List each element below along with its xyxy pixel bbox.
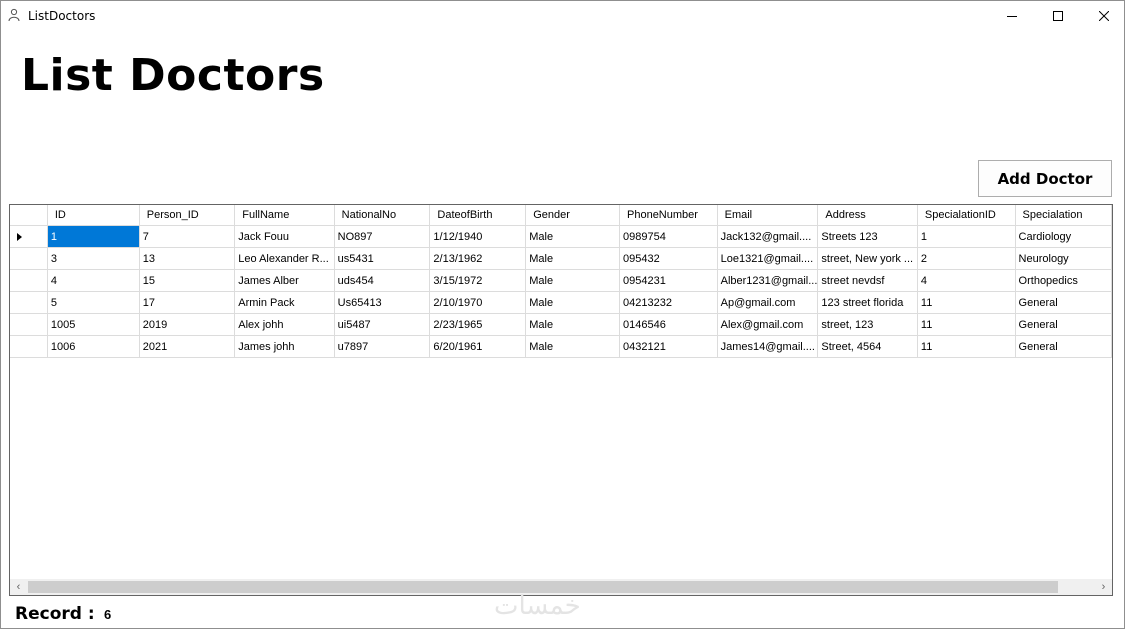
column-header-address[interactable]: Address (818, 205, 918, 226)
cell[interactable]: Male (526, 248, 620, 270)
cell[interactable]: 3/15/1972 (430, 270, 526, 292)
cell[interactable]: Street, 4564 (818, 336, 918, 358)
cell[interactable]: 0989754 (620, 226, 718, 248)
app-icon (7, 8, 21, 22)
cell[interactable]: 0432121 (620, 336, 718, 358)
chevron-left-icon: ‹ (16, 581, 21, 593)
cell[interactable]: James johh (235, 336, 334, 358)
cell[interactable]: street nevdsf (818, 270, 918, 292)
cell[interactable]: Ap@gmail.com (717, 292, 818, 314)
maximize-button[interactable] (1035, 1, 1081, 31)
cell[interactable]: Male (526, 336, 620, 358)
column-header-specialationid[interactable]: SpecialationID (917, 205, 1015, 226)
cell[interactable]: 2019 (139, 314, 234, 336)
cell[interactable]: Streets 123 (818, 226, 918, 248)
cell[interactable]: 15 (139, 270, 234, 292)
cell[interactable]: James14@gmail.... (717, 336, 818, 358)
cell[interactable]: Alex@gmail.com (717, 314, 818, 336)
column-header-phonenumber[interactable]: PhoneNumber (620, 205, 718, 226)
column-header-person-id[interactable]: Person_ID (139, 205, 234, 226)
doctors-grid[interactable] (9, 204, 1113, 596)
table-row[interactable] (10, 248, 1112, 270)
cell[interactable]: Jack Fouu (235, 226, 334, 248)
row-header-cell[interactable] (10, 248, 47, 270)
cell[interactable]: Armin Pack (235, 292, 334, 314)
cell[interactable]: 4 (917, 270, 1015, 292)
cell[interactable]: 11 (917, 336, 1015, 358)
cell[interactable]: 17 (139, 292, 234, 314)
title-bar[interactable] (1, 1, 1124, 31)
column-header-gender[interactable]: Gender (526, 205, 620, 226)
cell[interactable]: 2 (917, 248, 1015, 270)
cell[interactable]: Leo Alexander R... (235, 248, 334, 270)
cell[interactable]: Us65413 (334, 292, 430, 314)
cell[interactable]: us5431 (334, 248, 430, 270)
column-header-id[interactable]: ID (47, 205, 139, 226)
table-row[interactable] (10, 270, 1112, 292)
cell[interactable]: 11 (917, 314, 1015, 336)
column-header-fullname[interactable]: FullName (235, 205, 334, 226)
header-row (10, 205, 1112, 226)
cell[interactable]: 1005 (47, 314, 139, 336)
row-header-cell[interactable] (10, 270, 47, 292)
current-row-arrow-icon (17, 233, 22, 241)
cell[interactable]: 1 (917, 226, 1015, 248)
cell[interactable]: NO897 (334, 226, 430, 248)
column-header-nationalno[interactable]: NationalNo (334, 205, 430, 226)
column-header-specialation[interactable]: Specialation (1015, 205, 1111, 226)
cell[interactable]: Male (526, 270, 620, 292)
column-header-email[interactable]: Email (717, 205, 818, 226)
cell[interactable]: Alex johh (235, 314, 334, 336)
cell[interactable]: 2021 (139, 336, 234, 358)
cell[interactable]: 1 (47, 226, 139, 248)
table-row[interactable] (10, 226, 1112, 248)
cell[interactable]: Loe1321@gmail.... (717, 248, 818, 270)
scroll-right-button[interactable] (1095, 579, 1112, 595)
cell[interactable]: Male (526, 314, 620, 336)
cell[interactable]: 04213232 (620, 292, 718, 314)
table-row[interactable] (10, 336, 1112, 358)
cell[interactable]: 2/10/1970 (430, 292, 526, 314)
cell[interactable]: Neurology (1015, 248, 1111, 270)
record-label: Record : (15, 604, 95, 624)
cell[interactable]: 5 (47, 292, 139, 314)
cell[interactable]: Cardiology (1015, 226, 1111, 248)
cell[interactable]: u7897 (334, 336, 430, 358)
cell[interactable]: 4 (47, 270, 139, 292)
cell[interactable]: 1006 (47, 336, 139, 358)
page-title: List Doctors (21, 50, 325, 101)
corner-header-cell[interactable] (10, 205, 47, 226)
cell[interactable]: 1/12/1940 (430, 226, 526, 248)
cell[interactable]: 2/13/1962 (430, 248, 526, 270)
cell[interactable]: 3 (47, 248, 139, 270)
close-icon (1099, 11, 1109, 21)
maximize-icon (1053, 11, 1063, 21)
cell[interactable]: 13 (139, 248, 234, 270)
row-header-cell[interactable] (10, 226, 47, 248)
cell[interactable]: 11 (917, 292, 1015, 314)
scroll-left-button[interactable] (10, 579, 27, 595)
cell[interactable]: 095432 (620, 248, 718, 270)
cell[interactable]: Jack132@gmail.... (717, 226, 818, 248)
row-header-cell[interactable] (10, 336, 47, 358)
cell[interactable]: Male (526, 292, 620, 314)
close-button[interactable] (1081, 1, 1125, 31)
minimize-icon (1007, 11, 1017, 21)
cell[interactable]: 6/20/1961 (430, 336, 526, 358)
cell[interactable]: General (1015, 314, 1111, 336)
table-row[interactable] (10, 292, 1112, 314)
chevron-right-icon: › (1101, 581, 1106, 593)
cell[interactable]: uds454 (334, 270, 430, 292)
row-header-cell[interactable] (10, 314, 47, 336)
cell[interactable]: 0146546 (620, 314, 718, 336)
cell[interactable]: James Alber (235, 270, 334, 292)
cell[interactable]: ui5487 (334, 314, 430, 336)
cell[interactable]: 2/23/1965 (430, 314, 526, 336)
table-row[interactable] (10, 314, 1112, 336)
minimize-button[interactable] (989, 1, 1035, 31)
cell[interactable]: Male (526, 226, 620, 248)
cell[interactable]: General (1015, 336, 1111, 358)
cell[interactable]: street, New york ... (818, 248, 918, 270)
cell[interactable]: 0954231 (620, 270, 718, 292)
cell[interactable]: Alber1231@gmail... (717, 270, 818, 292)
row-header-cell[interactable] (10, 292, 47, 314)
column-header-dateofbirth[interactable]: DateofBirth (430, 205, 526, 226)
add-doctor-button[interactable]: Add Doctor (978, 160, 1112, 197)
cell[interactable]: Orthopedics (1015, 270, 1111, 292)
window-title: ListDoctors (28, 9, 96, 23)
cell[interactable]: 7 (139, 226, 234, 248)
record-count: 6 (104, 607, 112, 622)
doctors-table (10, 205, 1112, 358)
cell[interactable]: 123 street florida (818, 292, 918, 314)
cell[interactable]: street, 123 (818, 314, 918, 336)
cell[interactable]: General (1015, 292, 1111, 314)
watermark-logo: خمسات (494, 591, 581, 621)
